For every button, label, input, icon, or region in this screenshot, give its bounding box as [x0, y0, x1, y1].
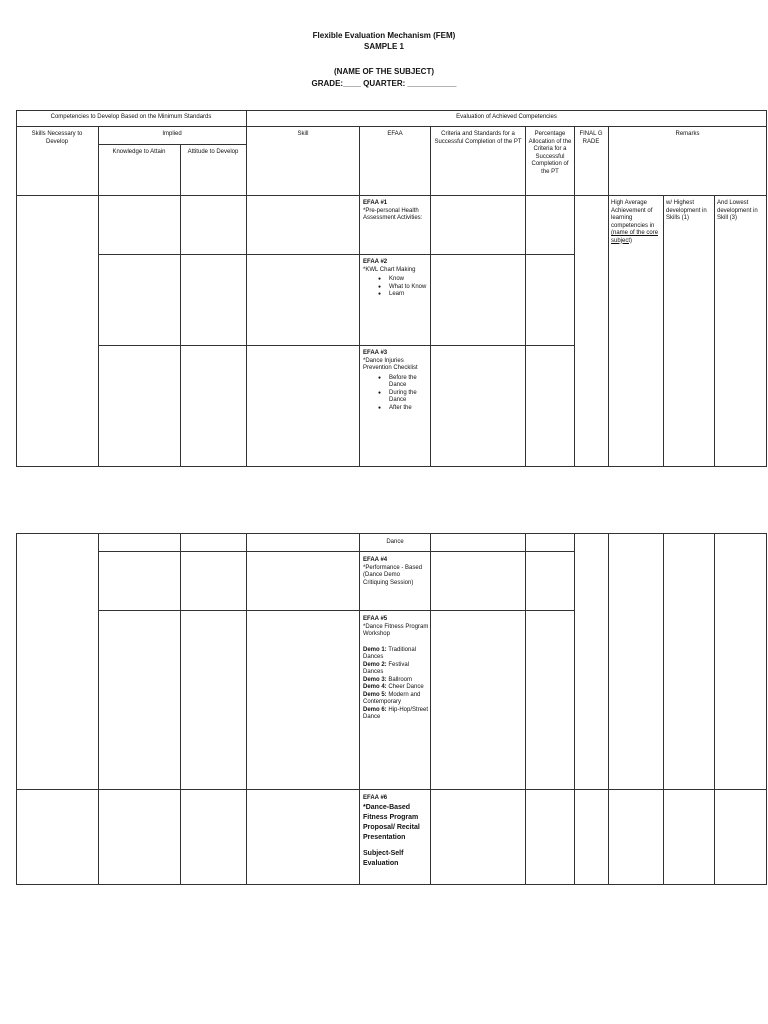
group-header-evaluation: Evaluation of Achieved Competencies: [456, 114, 557, 120]
demo-item: Demo 2: Festival Dances: [363, 661, 410, 675]
efaa-6: [363, 795, 429, 869]
efaa-3: [363, 350, 427, 412]
demo-item: Demo 3: Ballroom: [363, 676, 413, 683]
col-header-implied: Implied: [162, 131, 182, 137]
list-item: ● What to Know: [375, 284, 427, 292]
efaa-4: [363, 557, 427, 587]
col-header-final-grade: FINAL GRADE: [579, 131, 603, 145]
col-header-remarks: Remarks: [675, 131, 700, 137]
list-item: ● During the Dance: [375, 390, 427, 405]
efaa-4-title: EFAA #4: [363, 557, 388, 563]
efaa-3-title: EFAA #3: [363, 350, 388, 356]
remark-high-average: [611, 200, 661, 245]
col-header-attitude: Attitude to Develop: [187, 149, 239, 155]
efaa-4-text: *Performance - Based (Dance Demo Critiquing Session): [363, 564, 423, 586]
efaa-3-list: [375, 375, 427, 413]
efaa-3-text: *Dance Injuries Prevention Checklist: [363, 357, 418, 371]
remark-highest: w/ Highest development in Skills (1): [666, 200, 707, 221]
efaa-1-title: EFAA #1: [363, 200, 388, 206]
efaa-6-text: *Dance-Based Fitness Program Proposal/ Recital Presentation: [363, 803, 420, 841]
demo-item: Demo 5: Modern and Contemporary: [363, 691, 421, 705]
demo-item: Demo 6: Hip-Hop/Street Dance: [363, 706, 429, 720]
efaa-5-text: *Dance Fitness Program Workshop: [363, 623, 429, 637]
subject-name: (NAME OF THE SUBJECT): [334, 67, 434, 76]
efaa-2-list: [375, 276, 427, 299]
efaa-2-text: *KWL Chart Making: [363, 266, 416, 273]
demo-item: Demo 4: Cheer Dance: [363, 684, 424, 690]
col-header-skills: Skills Necessary to Develop: [31, 131, 83, 145]
col-header-knowledge: Knowledge to Attain: [112, 149, 166, 155]
remark-lowest: And Lowest development in Skill (3): [717, 200, 758, 221]
sample-label: SAMPLE 1: [363, 42, 404, 51]
efaa-2: [363, 259, 427, 299]
subject-self-evaluation: Subject-Self Evaluation: [363, 849, 404, 867]
efaa-3-continuation: Dance: [386, 539, 404, 545]
efaa-1: [363, 200, 427, 223]
col-header-efaa: EFAA: [387, 131, 403, 137]
efaa-5-title: EFAA #5: [363, 616, 388, 622]
document-title: Flexible Evaluation Mechanism (FEM): [312, 31, 456, 40]
list-item: ● Before the Dance: [375, 375, 427, 390]
remark-core-subject: (name of the core subject): [611, 230, 659, 244]
group-header-competencies: Competencies to Develop Based on the Minimum Standards: [50, 114, 212, 120]
list-item: ● After the: [375, 405, 427, 413]
grade-quarter: GRADE:____ QUARTER: ___________: [311, 79, 457, 88]
list-item: ● Learn: [375, 291, 427, 299]
col-header-skill: Skill: [297, 131, 309, 137]
efaa-6-title: EFAA #6: [363, 795, 388, 801]
list-item: ● Know: [375, 276, 427, 284]
efaa-1-text: *Pre-personal Health Assessment Activities:: [363, 207, 423, 221]
efaa-2-title: EFAA #2: [363, 259, 388, 265]
efaa-5: [363, 616, 429, 722]
remark-high-average-text: High Average Achievement of learning competencies in: [611, 200, 655, 229]
col-header-percentage: Percentage Allocation of the Criteria for a Successful Completion of the PT: [528, 131, 572, 175]
col-header-criteria: Criteria and Standards for a Successful Completion of the PT: [434, 131, 522, 145]
demo-item: Demo 1: Traditional Dances: [363, 646, 417, 660]
